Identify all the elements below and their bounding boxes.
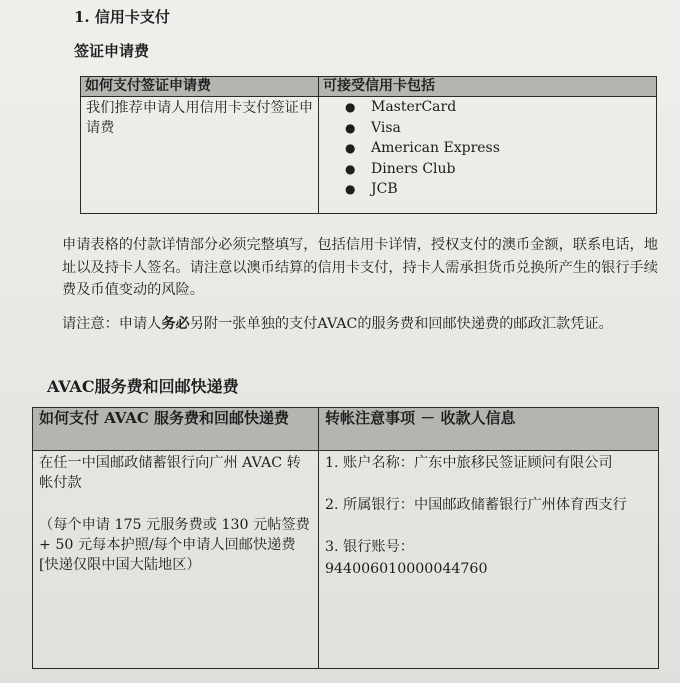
bullet-icon: ●: [345, 161, 356, 176]
bullet-icon: ●: [345, 141, 356, 155]
list-item: ● Visa: [319, 118, 656, 139]
bullet-icon: ●: [345, 100, 356, 114]
accepted-cards-cell: [319, 97, 657, 214]
avac-col2-header: 转帐注意事项 － 收款人信息: [319, 408, 659, 451]
payee-account-number: 944006010000044760: [325, 561, 488, 577]
note-paragraph: [62, 313, 664, 336]
visa-fee-col2-header: 可接受信用卡包括: [319, 77, 657, 97]
visa-fee-method-text: 我们推荐申请人用信用卡支付签证申请费: [86, 100, 314, 136]
bullet-icon: ●: [345, 182, 356, 196]
list-item: ● MasterCard: [319, 97, 656, 118]
avac-method-text: 在任一中国邮政储蓄银行向广州 AVAC 转帐付款: [39, 455, 301, 491]
note-suffix: 另附一张单独的支付AVAC的服务费和回邮快递费的邮政汇款凭证。: [189, 316, 613, 332]
accepted-cards-list: [319, 97, 656, 200]
avac-fee-table: [32, 407, 659, 669]
payment-details-paragraph: 申请表格的付款详情部分必须完整填写，包括信用卡详情，授权支付的澳币金额，联系电话，地址以及持卡人签名。请注意以澳币结算的信用卡支付，持卡人需承担货币兑换所产生的银行手续费及币值变动的风险。: [62, 237, 658, 298]
payee-account-name: 1. 账户名称：广东中旅移民签证顾问有限公司: [325, 455, 613, 471]
avac-method-cell: [33, 451, 319, 669]
note-prefix: 请注意：申请人: [62, 316, 162, 332]
payee-account-number-label: 3. 银行账号：: [325, 539, 414, 555]
subheading-visa-fee: 签证申请费: [74, 42, 150, 60]
avac-col1-header: 如何支付 AVAC 服务费和回邮快递费: [33, 408, 319, 451]
section-heading-credit-card: 1. 信用卡支付: [74, 8, 170, 26]
list-item: ● JCB: [319, 179, 656, 200]
list-item: ● American Express: [319, 138, 656, 159]
bullet-icon: ●: [345, 120, 356, 135]
section-heading-avac: AVAC服务费和回邮快递费: [47, 377, 239, 396]
avac-fee-text: （每个申请 175 元服务费或 130 元帖签费 + 50 元每本护照/每个申请人回邮快递费[快递仅限中国大陆地区）: [39, 517, 310, 573]
visa-fee-table: [80, 76, 657, 214]
list-item: ● Diners Club: [319, 159, 656, 180]
visa-fee-method-cell: [81, 97, 319, 214]
payee-bank: 2. 所属银行：中国邮政储蓄银行广州体育西支行: [325, 497, 627, 513]
visa-fee-col1-header: 如何支付签证申请费: [81, 77, 319, 97]
payee-info-cell: [319, 451, 659, 669]
note-emphasis: 务必: [161, 316, 190, 332]
